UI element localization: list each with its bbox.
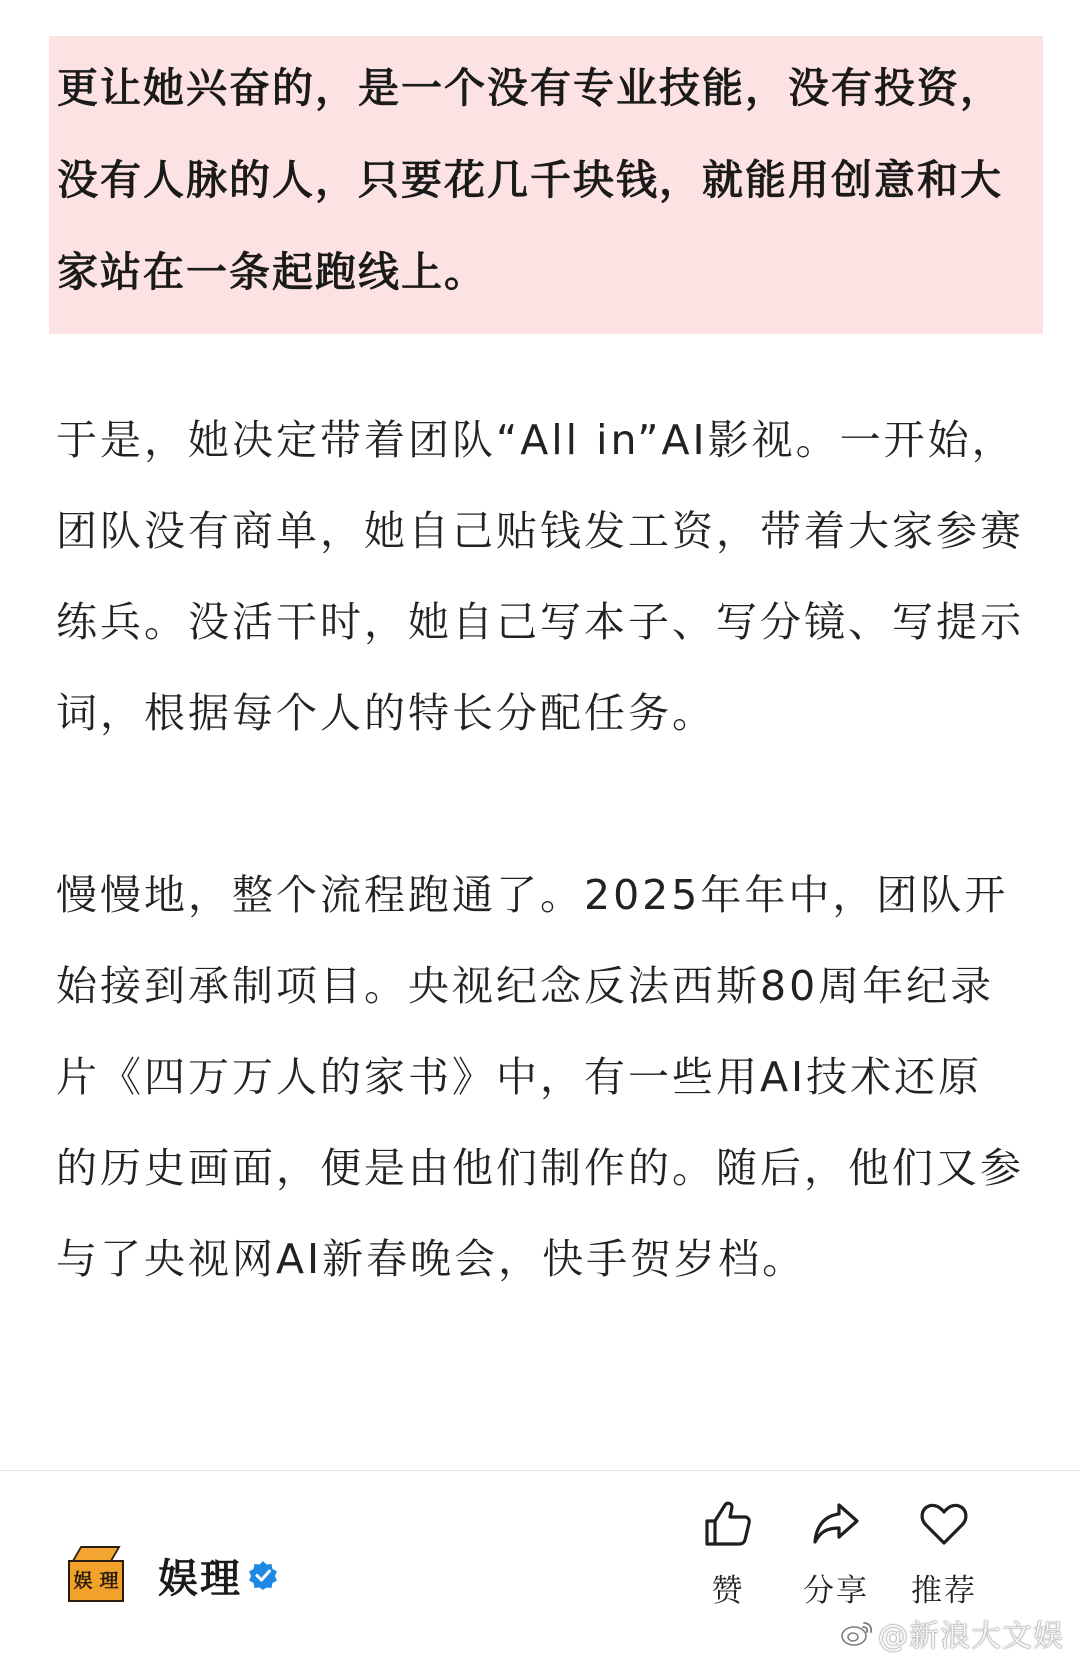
like-button[interactable] bbox=[674, 1497, 782, 1610]
like-label: 赞 bbox=[711, 1573, 745, 1609]
bottom-action-bar bbox=[0, 1470, 1080, 1663]
verified-badge-icon bbox=[248, 1560, 278, 1590]
author-name[interactable]: 娱理 bbox=[158, 1555, 242, 1602]
avatar-cube-face bbox=[68, 1560, 124, 1602]
avatar[interactable] bbox=[66, 1544, 128, 1606]
avatar-char-right: 理 bbox=[99, 1570, 119, 1592]
watermark bbox=[840, 1611, 1064, 1655]
highlighted-quote-block bbox=[49, 36, 1043, 334]
article-paragraph: 慢慢地，整个流程跑通了。2025年年中，团队开始接到承制项目。央视纪念反法西斯80周年纪录片《四万万人的家书》中，有一些用AI技术还原的历史画面，便是由他们制作的。随后，他们又参与了央视网AI新春晚会，快手贺岁档。 bbox=[56, 871, 1024, 1283]
author-info[interactable] bbox=[66, 1535, 278, 1615]
thumbs-up-icon bbox=[701, 1497, 755, 1551]
article-paragraph: 于是，她决定带着团队“All in”AI影视。一开始，团队没有商单，她自己贴钱发工资，带着大家参赛练兵。没活干时，她自己写本子、写分镜、写提示词，根据每个人的特长分配任务。 bbox=[56, 416, 1024, 737]
recommend-label: 推荐 bbox=[911, 1573, 977, 1609]
share-arrow-icon bbox=[809, 1497, 863, 1551]
weibo-logo-icon bbox=[840, 1619, 874, 1647]
share-label: 分享 bbox=[803, 1573, 869, 1609]
avatar-char-left: 娱 bbox=[73, 1570, 93, 1592]
share-button[interactable] bbox=[782, 1497, 890, 1610]
highlighted-quote-text: 更让她兴奋的，是一个没有专业技能，没有投资，没有人脉的人，只要花几千块钱，就能用创意和大家站在一条起跑线上。 bbox=[57, 64, 1003, 296]
recommend-button[interactable] bbox=[890, 1497, 998, 1610]
action-buttons bbox=[674, 1497, 998, 1610]
watermark-text: @新浪大文娱 bbox=[878, 1619, 1064, 1654]
heart-icon bbox=[917, 1497, 971, 1551]
